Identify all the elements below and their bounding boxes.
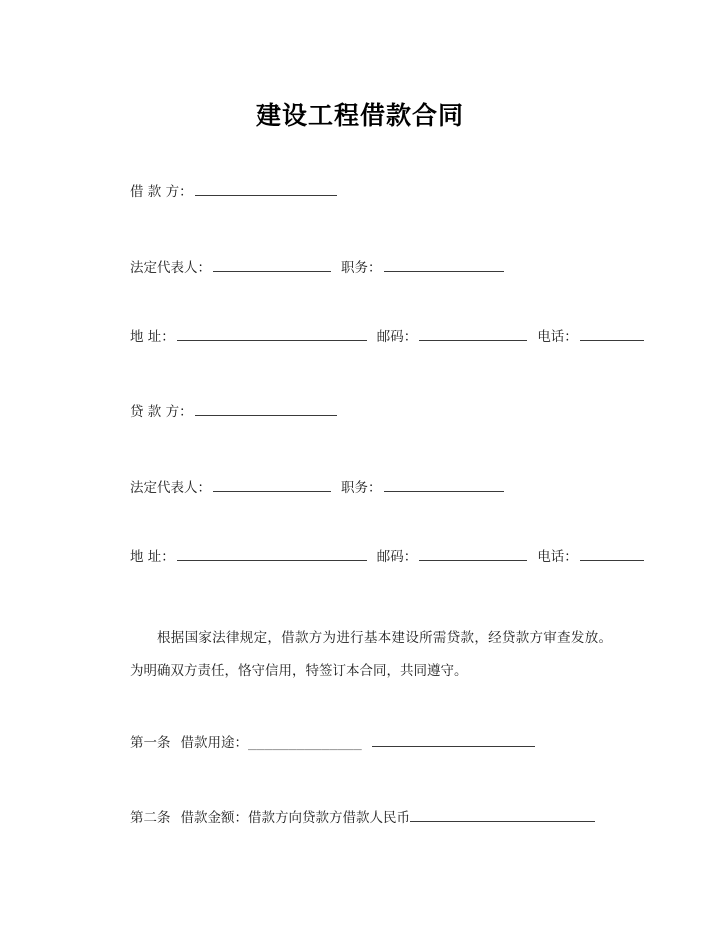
borrower-address-label: 地 址： (130, 329, 175, 345)
lender-party-field[interactable] (195, 400, 337, 416)
clause-1-field[interactable] (372, 731, 535, 747)
lender-address-label: 地 址： (130, 549, 175, 565)
clause-1-number: 第一条 (130, 735, 171, 751)
lender-phone-label: 电话： (537, 549, 578, 565)
borrower-address-field[interactable] (177, 325, 367, 341)
borrower-party-label: 借 款 方： (130, 184, 193, 200)
borrower-party-line (130, 180, 612, 202)
lender-duty-label: 职务： (341, 480, 382, 496)
clause-2-field[interactable] (410, 806, 595, 822)
clause-2 (130, 806, 612, 828)
clause-1-dash-fill: ______________ (248, 735, 362, 751)
borrower-duty-label: 职务： (341, 260, 382, 276)
borrower-duty-field[interactable] (384, 256, 504, 272)
lender-postcode-label: 邮码： (376, 549, 418, 565)
clause-1-label: 借款用途： (180, 735, 248, 751)
preamble-paragraph: 根据国家法律规定，借款方为进行基本建设所需贷款，经贷款方审查发放。为明确双方责任，恪守信用，特签订本合同，共同遵守。 (130, 630, 612, 679)
lender-party-line (130, 400, 612, 422)
lender-party-label: 贷 款 方： (130, 404, 193, 420)
lender-postcode-field[interactable] (419, 545, 527, 561)
lender-address-line (130, 545, 612, 567)
lender-phone-field[interactable] (580, 545, 644, 561)
lender-address-field[interactable] (177, 545, 367, 561)
borrower-phone-field[interactable] (580, 325, 644, 341)
lender-rep-label: 法定代表人： (130, 480, 211, 496)
clause-2-number: 第二条 (130, 810, 171, 826)
borrower-rep-label: 法定代表人： (130, 260, 211, 276)
borrower-party-field[interactable] (195, 180, 337, 196)
borrower-postcode-label: 邮码： (376, 329, 418, 345)
clause-2-label: 借款金额：借款方向贷款方借款人民币 (180, 810, 410, 826)
borrower-address-line (130, 325, 612, 347)
page-title: 建设工程借款合同 (255, 101, 464, 130)
lender-representative-line (130, 476, 612, 498)
borrower-rep-field[interactable] (213, 256, 331, 272)
lender-duty-field[interactable] (384, 476, 504, 492)
lender-rep-field[interactable] (213, 476, 331, 492)
borrower-postcode-field[interactable] (419, 325, 527, 341)
clause-1 (130, 731, 612, 753)
borrower-representative-line (130, 256, 612, 278)
borrower-phone-label: 电话： (537, 329, 578, 345)
